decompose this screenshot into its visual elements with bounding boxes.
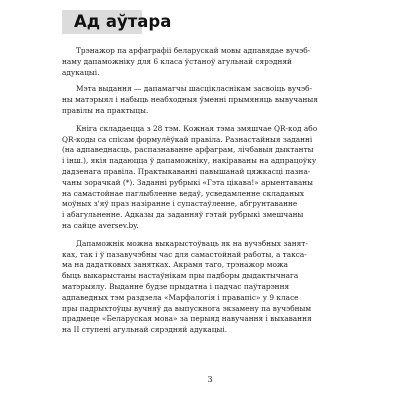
page-number: 3 — [207, 375, 213, 384]
heading-bar — [62, 10, 172, 34]
text-line: ма на дадатковых занятках. Акрамя таго, трэнажор можа — [62, 260, 289, 270]
text-line: правілы на практыцы. — [62, 105, 149, 115]
page-heading: Ад аўтара — [74, 12, 172, 31]
text-line: Трэнажор па арфаграфіі беларускай мовы адпавядае вучэб- — [76, 46, 311, 55]
text-line: на сайце aversev.by. — [62, 220, 139, 230]
paragraph — [62, 84, 348, 116]
text-line: матэрыялу. Выданне будзе прыдатна і падчас паўтарэння — [62, 281, 290, 291]
text-line: ны матэрыял і набыць неабходныя ўменні прымяняць вывучаныя — [62, 95, 318, 105]
text-line: адукацыі. — [62, 67, 100, 77]
text-line: Дапаможнік можна выкарыстоўваць як на вучэбных занят- — [76, 238, 308, 248]
text-line: і інш.), якія падаюцца ў дапаможніку, накіраваны на адпрацоўку — [62, 156, 317, 166]
text-line: QR-коды са спісам формулёўкай правіла. Разнастайныя заданні — [62, 134, 313, 144]
text-line: на самастойнае паглыбленне ведаў, усведамленне складаных — [62, 188, 305, 198]
text-line: пры падрыхтоўцы вучняў да выпускнога экзамену па вучэбным — [62, 303, 312, 313]
text-line: ках, так і ў пазавучэбны час для самастойнай работы, а такса- — [62, 249, 307, 259]
paragraph — [62, 124, 348, 232]
text-line: Кніга складаецца з 28 тэм. Кожная тэма змяшчае QR-код або — [76, 123, 318, 133]
text-line: наму дапаможніку для 6 класа ўстаноў агульнай сярэдняй — [62, 56, 292, 66]
paragraph — [62, 46, 348, 78]
text-line: быць выкарыстаны настаўнікам пры падборы дыдактычнага — [62, 271, 299, 281]
text-line: на II ступені агульнай сярэдняй адукацыі. — [62, 325, 228, 335]
text-line: моўных з'яў праз назіранне і супастаўленне, абгрунтаванне — [62, 199, 298, 209]
text-line: адпаведных тэм раздзела «Марфалогія і правапіс» у 9 класе — [62, 292, 299, 302]
text-line: дадзенага правіла. Практыкаванні павышанай цяжкасці пазна- — [62, 166, 311, 176]
body-text — [62, 46, 348, 342]
text-line: і абагульненне. Адказы да заданняў гэтай рубрыкі змешчаны — [62, 210, 304, 220]
text-line: (на адпаведнасць, распазнаванне арфаграм, лічбавыя дыктанты — [62, 145, 314, 155]
text-line: прадмеце «Беларуская мова» за перыяд навучання і выхавання — [62, 314, 312, 324]
text-line: Мэта выдання — дапамагчы шасцікласнікам засвоіць вучэб- — [76, 84, 313, 94]
paragraph — [62, 239, 348, 336]
text-line: чаны зорачкай (*). Заданні рубрыкі «Гэта цікава!» арыентаваны — [62, 177, 313, 187]
